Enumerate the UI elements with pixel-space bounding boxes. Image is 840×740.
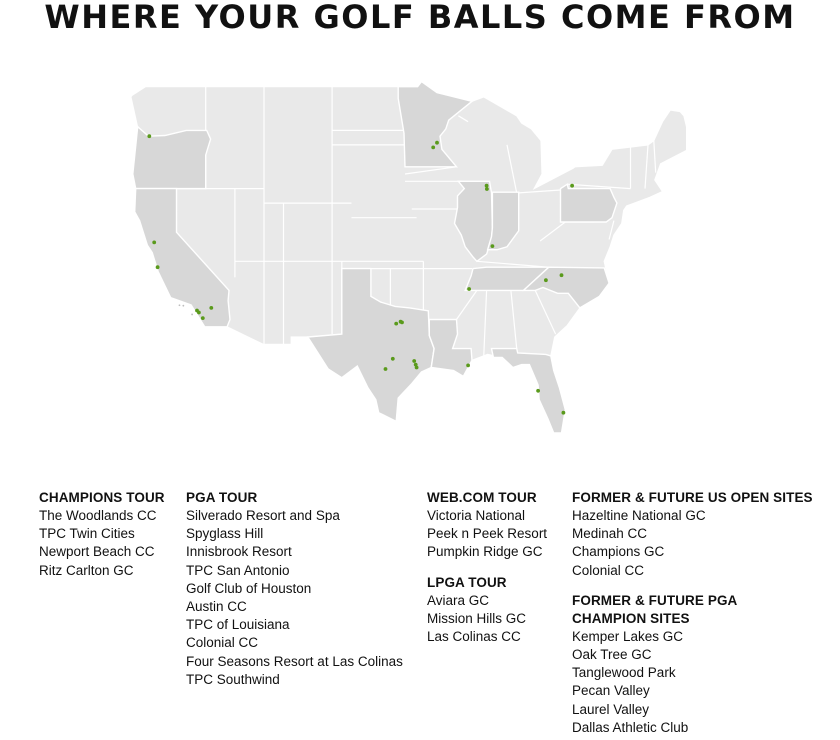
course-marker (431, 146, 435, 150)
island (179, 304, 181, 306)
page-title: WHERE YOUR GOLF BALLS COME FROM (44, 0, 796, 36)
course-marker (152, 241, 156, 245)
list-heading: WEB.COM TOUR (427, 490, 537, 505)
course-marker (435, 141, 439, 145)
list-item: TPC San Antonio (186, 562, 290, 578)
list-item: Colonial CC (572, 562, 645, 578)
course-marker (400, 321, 404, 325)
list-item: Victoria National (427, 508, 526, 523)
list-item: TPC Southwind (186, 671, 280, 687)
state-oregon (133, 127, 211, 189)
list-item: The Woodlands CC (39, 508, 157, 523)
championship-sites-lists (572, 489, 832, 737)
list-heading: CHAMPION SITES (572, 610, 690, 626)
state-florida (492, 349, 566, 433)
course-marker (466, 364, 470, 368)
list-item: Hazeltine National GC (572, 508, 706, 523)
list-item: Las Colinas CC (427, 629, 521, 645)
list-heading: LPGA TOUR (427, 574, 507, 590)
list-item: Spyglass Hill (186, 526, 264, 542)
course-marker (415, 366, 419, 370)
list-item: Newport Beach CC (39, 544, 155, 560)
course-marker (560, 273, 564, 277)
island (191, 314, 193, 316)
list-item: Laurel Valley (572, 701, 650, 717)
list-item: Champions GC (572, 544, 665, 560)
list-item: TPC of Louisiana (186, 617, 290, 633)
list-item: Medinah CC (572, 526, 648, 542)
course-marker (544, 278, 548, 282)
list-item: Tanglewood Park (572, 665, 676, 681)
list-item: Dallas Athletic Club (572, 719, 689, 735)
champions-tour-list (39, 489, 165, 580)
course-marker (467, 287, 471, 291)
list-heading: FORMER & FUTURE PGA (572, 592, 738, 608)
list-item: Austin CC (186, 599, 247, 615)
list-item: Kemper Lakes GC (572, 628, 684, 644)
course-marker (536, 389, 540, 393)
course-marker (485, 187, 489, 191)
list-item: Pecan Valley (572, 683, 650, 699)
web-com-lpga-lists (427, 489, 547, 646)
list-item: Ritz Carlton GC (39, 562, 134, 578)
course-marker (209, 306, 213, 310)
island (182, 305, 184, 307)
course-marker (562, 411, 566, 415)
list-item: TPC Twin Cities (39, 526, 135, 542)
list-heading: FORMER & FUTURE US OPEN SITES (572, 490, 813, 505)
course-marker (391, 357, 395, 361)
us-map-svg (126, 78, 686, 444)
course-marker (412, 359, 416, 363)
list-item: Colonial CC (186, 635, 259, 651)
list-item: Oak Tree GC (572, 647, 652, 663)
list-item: Four Seasons Resort at Las Colinas (186, 653, 403, 669)
list-heading: PGA TOUR (186, 490, 258, 505)
pga-tour-list (186, 489, 403, 689)
list-item: Innisbrook Resort (186, 544, 292, 560)
list-item: Silverado Resort and Spa (186, 508, 340, 523)
list-item: Aviara GC (427, 592, 490, 608)
course-marker (394, 322, 398, 326)
list-heading: CHAMPIONS TOUR (39, 490, 165, 505)
course-marker (570, 184, 574, 188)
list-item: Peek n Peek Resort (427, 526, 548, 542)
course-marker (485, 184, 489, 188)
list-item: Mission Hills GC (427, 610, 527, 626)
list-item: Golf Club of Houston (186, 580, 312, 596)
course-marker (147, 134, 151, 138)
course-marker (156, 265, 160, 269)
course-marker (197, 311, 201, 315)
course-marker (384, 367, 388, 371)
list-item: Pumpkin Ridge GC (427, 544, 543, 560)
course-marker (201, 316, 205, 320)
state-pennsylvania (561, 184, 617, 222)
us-map (126, 78, 686, 444)
course-marker (491, 244, 495, 248)
